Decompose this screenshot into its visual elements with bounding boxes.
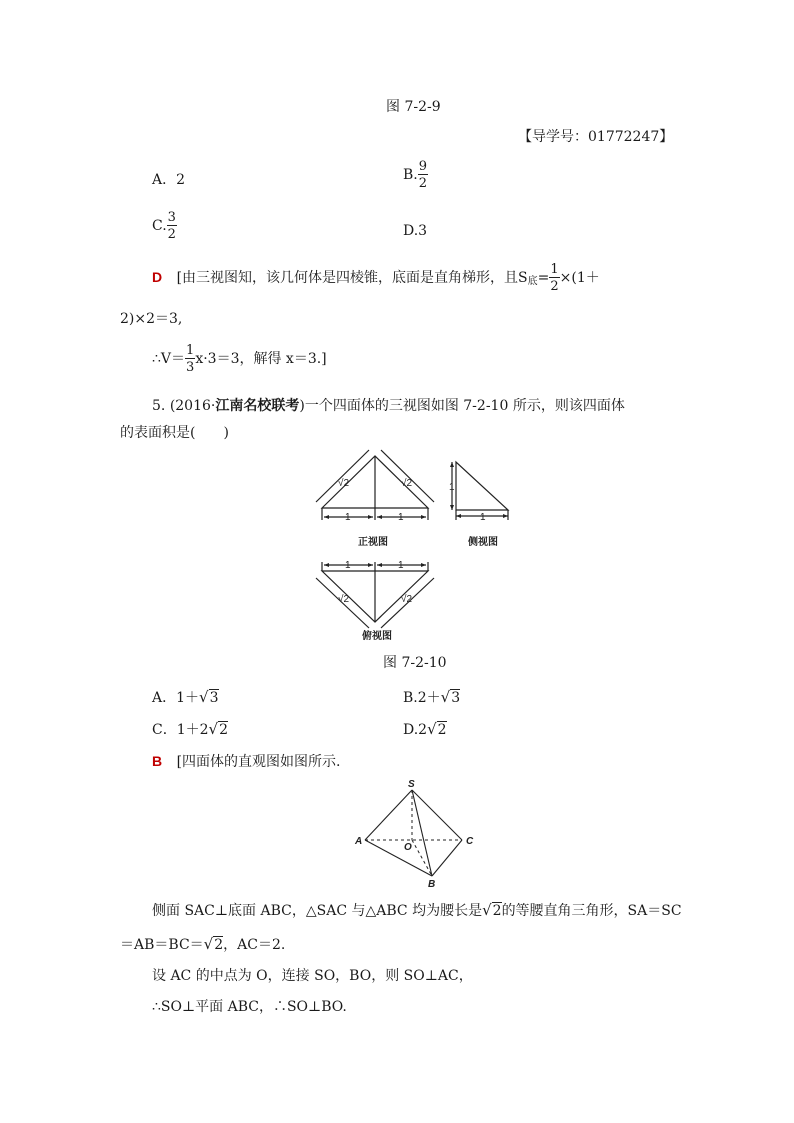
front-view-outline: [322, 456, 428, 508]
front-slant-left: √2: [338, 478, 350, 489]
point-c-label: C: [466, 836, 474, 847]
q4-option-c: C. $\frac{3}{2}$: [152, 210, 176, 242]
solution-5-intro: B [四面体的直观图如图所示.: [152, 753, 341, 770]
q4-option-a: A．2: [152, 172, 186, 188]
top-slant-right: √2: [401, 594, 413, 605]
q4-option-d: D.3: [403, 223, 428, 239]
q5-option-d: D.2√2: [403, 720, 447, 738]
point-o-label: O: [404, 842, 412, 853]
q5-option-b: B.2＋√3: [403, 688, 461, 706]
top-view-label: 俯视图: [362, 631, 392, 642]
solution-4-line-1: D [由三视图知，该几何体是四棱锥，底面是直角梯形，且$S_底=$ $\frac{1}{2}$ ×(1＋: [152, 262, 600, 294]
front-slant-right: √2: [401, 478, 413, 489]
figure-7-2-10-caption: 图 7-2-10: [383, 655, 447, 671]
fraction: $\frac{3}{2}$: [167, 210, 176, 242]
edge-cb: [432, 840, 462, 876]
top-slant-left: √2: [338, 594, 350, 605]
top-dim-right: 1: [398, 560, 404, 571]
edge-sb: [412, 790, 432, 876]
solution-5-line-4: ∴SO⊥平面 ABC，∴SO⊥BO.: [152, 999, 347, 1015]
point-b-label: B: [428, 879, 436, 890]
reference-number: 【导学号：01772247】: [518, 129, 674, 145]
point-a-label: A: [355, 836, 363, 847]
solution-5-line-1: 侧面 SAC⊥底面 ABC，△SAC 与△ABC 均为腰长是√2的等腰直角三角形，SA＝SC: [152, 901, 682, 919]
side-dim-bottom: 1: [480, 512, 486, 523]
solution-4-line-2: 2)×2＝3,: [120, 311, 183, 327]
q5-option-c: C．1＋2√2: [152, 720, 229, 738]
solution-5-line-2: ＝AB＝BC＝√2，AC＝2.: [120, 935, 286, 953]
side-view-outline: [456, 462, 508, 510]
top-view-outline: [322, 571, 428, 622]
solution-4-line-3: ∴V＝ $\frac{1}{3}$ x·3＝3，解得 x＝3.]: [152, 343, 327, 375]
front-dim-right: 1: [398, 512, 404, 523]
edge-ab: [365, 840, 432, 876]
answer-letter: D: [152, 269, 163, 285]
fraction: $\frac{1}{2}$: [550, 262, 559, 294]
side-view-label: 侧视图: [468, 537, 498, 548]
q5-option-a: A．1＋√3: [152, 688, 219, 706]
q4-option-b: B. $\frac{9}{2}$: [403, 159, 428, 191]
question-5-line-1: 5. (2016·江南名校联考)一个四面体的三视图如图 7-2-10 所示，则该四面体: [152, 398, 625, 414]
figure-7-2-9-caption: 图 7-2-9: [386, 99, 441, 115]
edge-sc: [412, 790, 462, 840]
point-s-label: S: [408, 779, 415, 790]
solution-5-line-3: 设 AC 的中点为 O，连接 SO，BO，则 SO⊥AC，: [152, 968, 473, 984]
front-dim-left: 1: [345, 512, 351, 523]
fraction: $\frac{9}{2}$: [418, 159, 428, 191]
edge-sa: [365, 790, 412, 840]
side-dim-left: 1: [449, 482, 455, 493]
question-5-line-2: 的表面积是( ): [120, 425, 229, 441]
top-dim-left: 1: [345, 560, 351, 571]
answer-letter: B: [152, 753, 163, 769]
segment-ob-hidden: [412, 840, 432, 876]
fraction: $\frac{1}{3}$: [186, 343, 195, 375]
front-view-label: 正视图: [358, 537, 388, 548]
